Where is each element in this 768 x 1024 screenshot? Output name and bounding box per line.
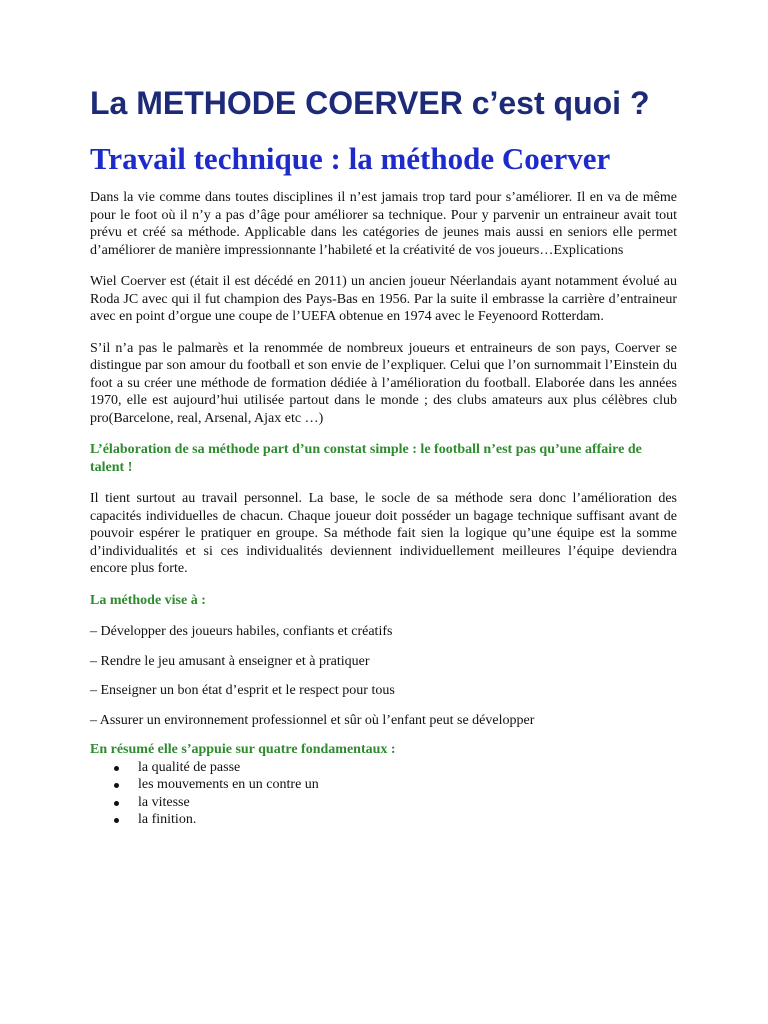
fundamental-item <box>138 794 677 812</box>
fundamental-item <box>138 811 677 829</box>
fundamental-item <box>138 776 677 794</box>
aim-item: – Développer des joueurs habiles, confiants et créatifs <box>90 624 393 639</box>
bullet-icon <box>114 766 119 771</box>
fundamental-item <box>138 759 677 777</box>
paragraph-travail-personnel: Il tient surtout au travail personnel. La base, le socle de sa méthode sera donc l’amélioration des capacités individuelles de chacun. Chaque joueur doit posséder un bagage technique suffisant avant de pouvoir espérer le pratiquer en groupe. Sa méthode fait sien la logique qu’une équipe est la somme d’individualités et si ces individualités deviennent individuellement meilleures l’équipe deviendra encore plus forte. <box>90 491 677 576</box>
highlight-constat: L’élaboration de sa méthode part d’un constat simple : le football n’est pas qu’une affaire de talent ! <box>90 442 642 475</box>
highlight-methode-vise: La méthode vise à : <box>90 592 206 608</box>
bullet-icon <box>114 783 119 788</box>
paragraph-intro: Dans la vie comme dans toutes disciplines il n’est jamais trop tard pour s’améliorer. Il en va de même pour le foot où il n’y a pas d’âge pour améliorer sa technique. Pour y parvenir un entraineur avait tout prévu et créé sa méthode. Applicable dans les catégories de jeunes mais aussi en seniors elle permet d’améliorer de manière impressionnante l’habileté et la créativité de vos joueurs…Explications <box>90 190 677 258</box>
fundamental-label: la qualité de passe <box>138 759 241 775</box>
aim-item: – Enseigner un bon état d’esprit et le respect pour tous <box>90 683 395 698</box>
fundamental-label: les mouvements en un contre un <box>138 777 319 792</box>
page-title: La METHODE COERVER c’est quoi ? <box>90 85 650 121</box>
fundamentals-list <box>90 759 677 829</box>
aim-item: – Assurer un environnement professionnel et sûr où l’enfant peut se développer <box>90 712 535 728</box>
bullet-icon <box>114 801 119 806</box>
paragraph-biography: Wiel Coerver est (était il est décédé en 2011) un ancien joueur Néerlandais ayant notamment évolué au Roda JC avec qui il fut champion des Pays-Bas en 1956. Par la suite il embrasse la carrière d’entraineur avec en point d’orgue une coupe de l’UEFA obtenue en 1974 avec le Feyenoord Rotterdam. <box>90 274 677 324</box>
section-heading: Travail technique : la méthode Coerver <box>90 141 611 176</box>
document-page <box>90 84 677 829</box>
aim-item: – Rendre le jeu amusant à enseigner et à pratiquer <box>90 653 370 669</box>
fundamental-label: la vitesse <box>138 794 190 810</box>
bullet-icon <box>114 818 119 823</box>
fundamental-label: la finition. <box>138 812 197 827</box>
highlight-fondamentaux: En résumé elle s’appuie sur quatre fondamentaux : <box>90 742 396 757</box>
paragraph-method-origin: S’il n’a pas le palmarès et la renommée de nombreux joueurs et entraineurs de son pays, Coerver se distingue par son amour du football et son envie de l’expliquer. Celui que l’on surnommait l’Einstein du foot a su créer une méthode de formation dédiée à l’amélioration du football. Elaborée dans les années 1970, elle est aujourd’hui utilisée partout dans le monde ; des clubs amateurs aux plus célèbres club pro(Barcelone, real, Arsenal, Ajax etc …) <box>90 340 677 426</box>
